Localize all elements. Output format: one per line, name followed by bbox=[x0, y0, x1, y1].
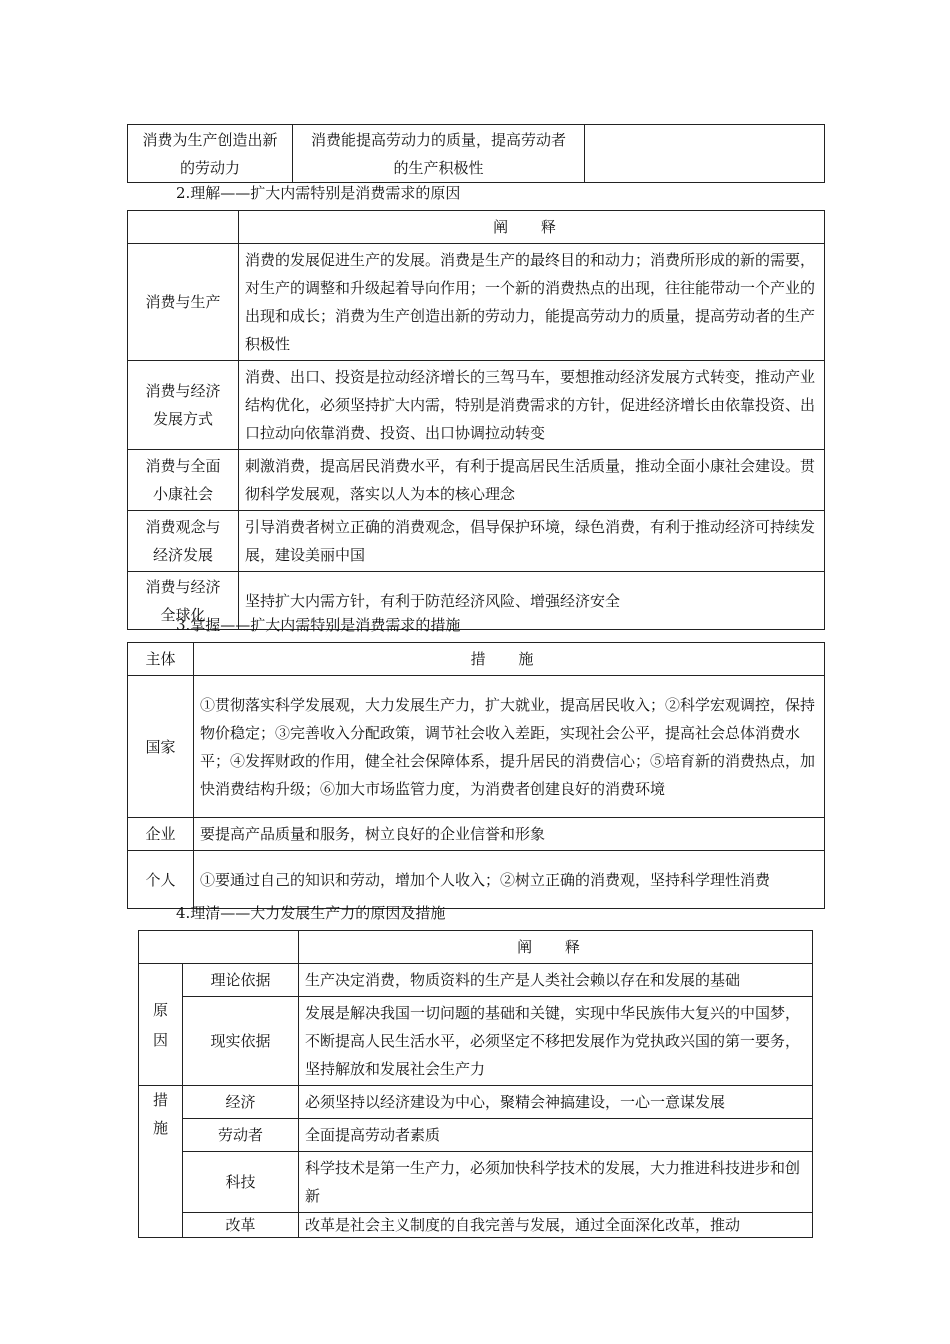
table-measures bbox=[127, 642, 825, 909]
table-row bbox=[128, 361, 825, 450]
group-label-reason: 原因 bbox=[139, 964, 183, 1086]
table-header-row bbox=[128, 643, 825, 676]
table-row bbox=[128, 450, 825, 511]
header-subject: 主体 bbox=[128, 643, 194, 676]
header-explanation: 阐 释 bbox=[299, 931, 813, 964]
section-heading-2: 2.理解——扩大内需特别是消费需求的原因 bbox=[176, 184, 461, 202]
row-label: 消费与全面小康社会 bbox=[128, 450, 239, 511]
table-row bbox=[139, 1119, 813, 1152]
table-row bbox=[139, 1152, 813, 1213]
table-reasons bbox=[127, 210, 825, 630]
row-text: 消费的发展促进生产的发展。消费是生产的最终目的和动力；消费所形成的新的需要，对生产的调整和升级起着导向作用；一个新的消费热点的出现，往往能带动一个产业的出现和成长；消费为生产创造出新的劳动力，能提高劳动力的质量，提高劳动者的生产积极性 bbox=[239, 244, 825, 361]
row-text: 全面提高劳动者素质 bbox=[299, 1119, 813, 1152]
table-header-row bbox=[139, 931, 813, 964]
table-row bbox=[139, 997, 813, 1086]
row-label: 企业 bbox=[128, 818, 194, 851]
row-label: 经济 bbox=[183, 1086, 299, 1119]
table-header-row bbox=[128, 211, 825, 244]
row-text: 刺激消费，提高居民消费水平，有利于提高居民生活质量，推动全面小康社会建设。贯彻科学发展观，落实以人为本的核心理念 bbox=[239, 450, 825, 511]
table-row bbox=[139, 964, 813, 997]
row-text: 必须坚持以经济建设为中心，聚精会神搞建设，一心一意谋发展 bbox=[299, 1086, 813, 1119]
row-text: 消费、出口、投资是拉动经济增长的三驾马车，要想推动经济发展方式转变，推动产业结构优化，必须坚持扩大内需，特别是消费需求的方针，促进经济增长由依靠投资、出口拉动向依靠消费、投资、出口协调拉动转变 bbox=[239, 361, 825, 450]
table-row bbox=[128, 676, 825, 818]
table-row bbox=[128, 818, 825, 851]
header-explanation: 阐 释 bbox=[239, 211, 825, 244]
row-label: 消费与经济全球化 bbox=[128, 572, 239, 630]
row-label: 现实依据 bbox=[183, 997, 299, 1086]
row-label: 国家 bbox=[128, 676, 194, 818]
table-row bbox=[139, 1213, 813, 1238]
table-row bbox=[128, 511, 825, 572]
row-text: 坚持扩大内需方针，有利于防范经济风险、增强经济安全 bbox=[239, 572, 825, 630]
table-row bbox=[128, 244, 825, 361]
table-productivity bbox=[138, 930, 813, 1238]
cell-text: 消费能提高劳动力的质量，提高劳动者的生产积极性 bbox=[293, 125, 585, 183]
row-text: ①要通过自己的知识和劳动，增加个人收入；②树立正确的消费观，坚持科学理性消费 bbox=[194, 851, 825, 909]
cell-label: 消费为生产创造出新的劳动力 bbox=[128, 125, 293, 183]
row-label: 科技 bbox=[183, 1152, 299, 1213]
row-text: 要提高产品质量和服务，树立良好的企业信誉和形象 bbox=[194, 818, 825, 851]
row-label: 个人 bbox=[128, 851, 194, 909]
row-label: 劳动者 bbox=[183, 1119, 299, 1152]
group-label-measure: 措施 bbox=[139, 1086, 183, 1238]
row-label: 改革 bbox=[183, 1213, 299, 1238]
row-label: 消费与生产 bbox=[128, 244, 239, 361]
header-empty bbox=[139, 931, 299, 964]
cell-empty bbox=[585, 125, 825, 183]
row-label: 理论依据 bbox=[183, 964, 299, 997]
table-row bbox=[128, 125, 825, 183]
row-text: 改革是社会主义制度的自我完善与发展，通过全面深化改革，推动 bbox=[299, 1213, 813, 1238]
row-text: 引导消费者树立正确的消费观念，倡导保护环境，绿色消费，有利于推动经济可持续发展，建设美丽中国 bbox=[239, 511, 825, 572]
table-row bbox=[139, 1086, 813, 1119]
header-measure: 措 施 bbox=[194, 643, 825, 676]
row-text: 生产决定消费，物质资料的生产是人类社会赖以存在和发展的基础 bbox=[299, 964, 813, 997]
section-heading-3: 3.掌握——扩大内需特别是消费需求的措施 bbox=[176, 616, 461, 634]
row-label: 消费与经济发展方式 bbox=[128, 361, 239, 450]
header-empty bbox=[128, 211, 239, 244]
section-heading-4: 4.理清——大力发展生产力的原因及措施 bbox=[176, 904, 446, 922]
row-text: 科学技术是第一生产力，必须加快科学技术的发展，大力推进科技进步和创新 bbox=[299, 1152, 813, 1213]
row-text: ①贯彻落实科学发展观，大力发展生产力，扩大就业，提高居民收入；②科学宏观调控，保持物价稳定；③完善收入分配政策，调节社会收入差距，实现社会公平，提高社会总体消费水平；④发挥财政的作用，健全社会保障体系，提升居民的消费信心；⑤培育新的消费热点，加快消费结构升级；⑥加大市场监管力度，为消费者创建良好的消费环境 bbox=[194, 676, 825, 818]
table-consumption-function bbox=[127, 124, 825, 183]
row-label: 消费观念与经济发展 bbox=[128, 511, 239, 572]
row-text: 发展是解决我国一切问题的基础和关键，实现中华民族伟大复兴的中国梦，不断提高人民生活水平，必须坚定不移把发展作为党执政兴国的第一要务，坚持解放和发展社会生产力 bbox=[299, 997, 813, 1086]
table-row bbox=[128, 851, 825, 909]
